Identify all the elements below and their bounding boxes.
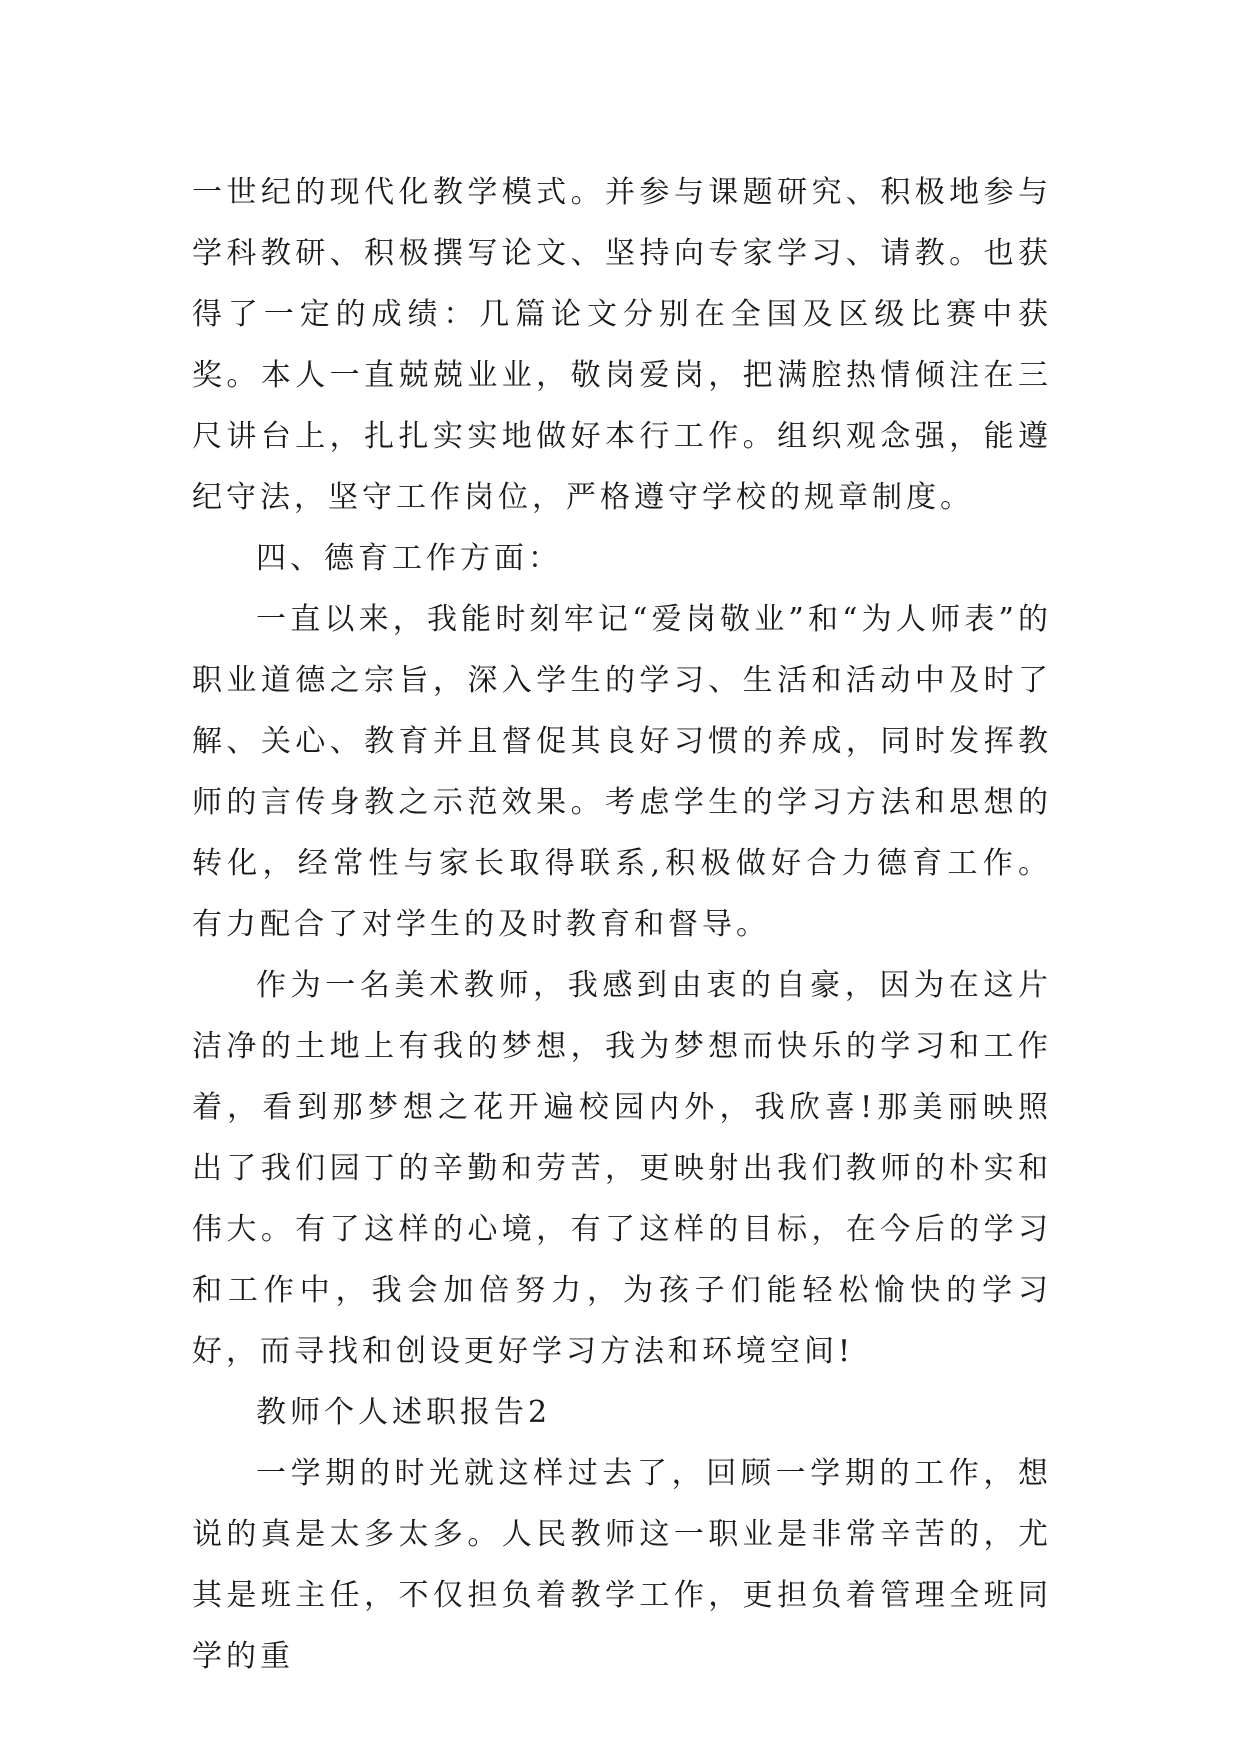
paragraph-semester-review: 一学期的时光就这样过去了，回顾一学期的工作，想说的真是太多太多。人民教师这一职业是非常辛苦的，尤其是班主任，不仅担负着教学工作，更担负着管理全班同学的重: [192, 1456, 1052, 1674]
paragraph-continued: 一世纪的现代化教学模式。并参与课题研究、积极地参与学科教研、积极撰写论文、坚持向专家学习、请教。也获得了一定的成绩：几篇论文分别在全国及区级比赛中获奖。本人一直兢兢业业，敬岗爱岗，把满腔热情倾注在三尺讲台上，扎扎实实地做好本行工作。组织观念强，能遵纪守法，坚守工作岗位，严格遵守学校的规章制度。: [192, 175, 1052, 515]
paragraph-art-teacher: 作为一名美术教师，我感到由衷的自豪，因为在这片洁净的土地上有我的梦想，我为梦想而快乐的学习和工作着，看到那梦想之花开遍校园内外，我欣喜!那美丽映照出了我们园丁的辛勤和劳苦，更映射出我们教师的朴实和伟大。有了这样的心境，有了这样的目标，在今后的学习和工作中，我会加倍努力，为孩子们能轻松愉快的学习好，而寻找和创设更好学习方法和环境空间!: [192, 968, 1052, 1369]
section-heading-moral-education: 四、德育工作方面：: [256, 541, 562, 576]
report-title-2: 教师个人述职报告2: [256, 1395, 552, 1430]
document-body: [192, 162, 1052, 1687]
paragraph-moral-education: 一直以来，我能时刻牢记“爱岗敬业”和“为人师表”的职业道德之宗旨，深入学生的学习、生活和活动中及时了解、关心、教育并且督促其良好习惯的养成，同时发挥教师的言传身教之示范效果。考虑学生的学习方法和思想的转化，经常性与家长取得联系,积极做好合力德育工作。有力配合了对学生的及时教育和督导。: [192, 602, 1052, 942]
